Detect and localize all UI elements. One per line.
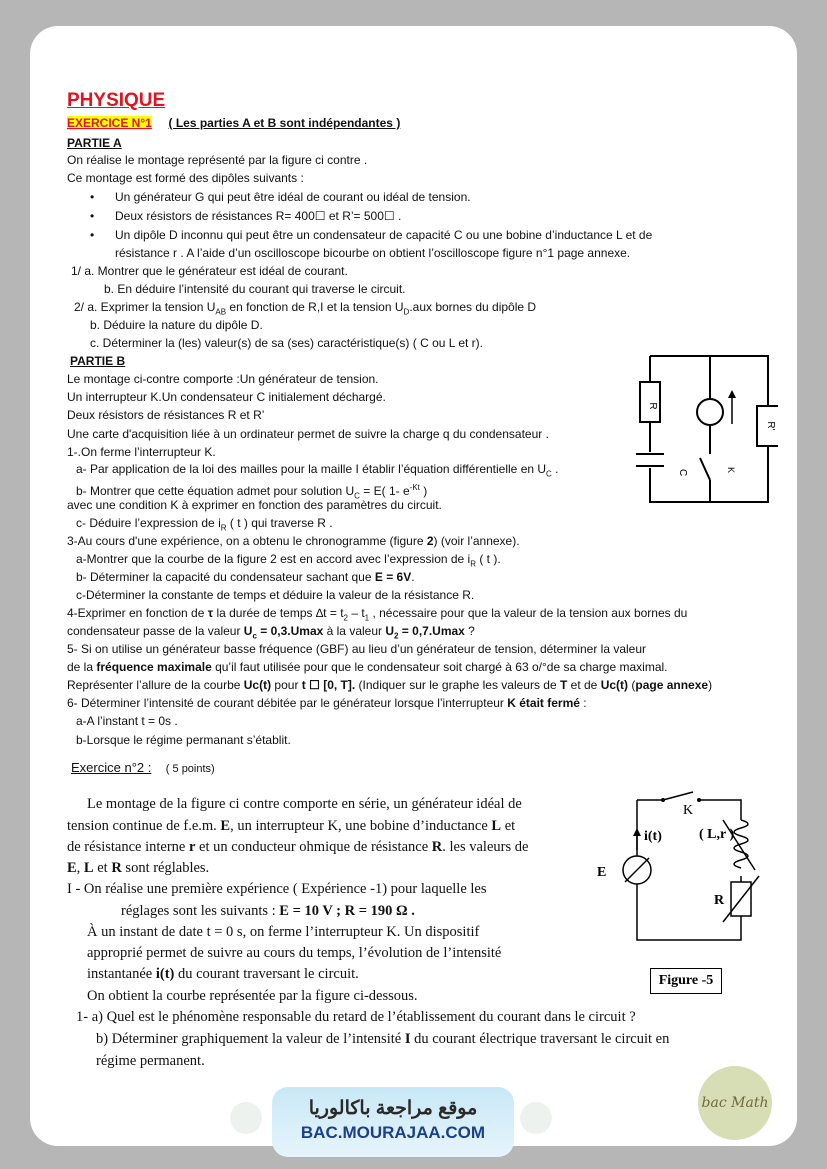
partB-line: de la fréquence maximale qu’il faut utilisée pour que le condensateur soit chargé à 63 o/°de sa charge maximal. [67,660,668,674]
partB-line: 5- Si on utilise un générateur basse fréquence (GBF) au lieu d’un générateur de tension, déterminer la valeur [67,642,647,656]
ex2-paragraph: approprié permet de suivre au cours du temps, l’évolution de l’intensité [87,945,502,961]
exercise1-heading [67,116,400,130]
partB-line: b- Déterminer la capacité du condensateur sachant que E = 6V. [76,570,415,584]
partB-line: 4-Exprimer en fonction de τ la durée de temps $\Delta t = t_2 - t_1$ , nécessaire pour que la valeur de la tension aux bornes du [67,606,688,623]
ex2-paragraph: tension continue de f.e.m. E, un interrupteur K, une bobine d’inductance L et [67,818,516,834]
partA-bullet: Deux résistors de résistances R= 400☐ et R’= 500☐ . [115,209,402,223]
label-i: i(t) [644,829,662,844]
ex2-paragraph: E, L et R sont réglables. [67,860,210,876]
partB-line: a- Par application de la loi des mailles pour la maille I établir l’équation différentielle en $U_C$ . [76,462,559,479]
logo-icon [520,1102,552,1134]
coil-icon [734,820,748,868]
question: 2/ a. Exprimer la tension $U_{AB}$ en fonction de R,I et la tension $U_D.aux$ bornes du dipôle D [74,300,537,317]
page-title: PHYSIQUE [67,90,166,111]
bacmath-logo: bac Math [698,1066,772,1140]
partB-line: c- Déduire l’expression de $i_R$ ( t ) qui traverse R . [76,516,333,533]
question: 1/ a. Montrer que le générateur est idéal de courant. [71,264,348,278]
exercise1-note: ( Les parties A et B sont indépendantes ) [168,116,401,130]
ex2-paragraph: À un instant de date t = 0 s, on ferme l’interrupteur K. Un dispositif [87,924,480,940]
partB-line: c-Déterminer la constante de temps et déduire la valeur de la résistance R. [76,588,475,602]
ex2-paragraph: réglages sont les suivants : E = 10 V ; R = 190 Ω . [121,903,415,919]
label-c: C [677,469,688,477]
ex2-question: b) Déterminer graphiquement la valeur de l’intensité I du courant électrique traversant le circuit en [96,1031,670,1047]
label-e: E [597,865,607,880]
partB-line: 3-Au cours d'une expérience, on a obtenu le chronogramme (figure 2) (voir l’annexe). [67,534,520,548]
question: c. Déterminer la (les) valeur(s) de sa (ses) caractéristique(s) ( C ou L et r). [90,336,483,350]
ex2-paragraph: On obtient la courbe représentée par la figure ci-dessous. [87,988,418,1004]
partB-line: 6- Déterminer l’intensité de courant débitée par le générateur lorsque l’interrupteur K était fermé : [67,696,587,710]
label-k: K [726,467,736,474]
partA-line: On réalise le montage représenté par la figure ci contre . [67,153,368,167]
circuit-diagram-fig5 [595,790,760,950]
ex2-paragraph: de résistance interne r et un conducteur ohmique de résistance R. les valeurs de [67,839,529,855]
partB-line: condensateur passe de la valeur $U_c = 0,3.Umax$ à la valeur $U_2 = 0,7.Umax$ ? [67,624,475,641]
partB-line: b-Lorsque le régime permanant s’établit. [76,733,291,747]
partB-line: Deux résistors de résistances R et R’ [67,408,265,422]
figure-caption: Figure -5 [650,968,722,994]
partB-line: b- Montrer que cette équation admet pour solution $U_C = E$( 1- $e^{-Kt}$ ) [76,483,428,501]
label-r: R [647,402,658,410]
partB-line: Représenter l’allure de la courbe Uc(t) pour t ☐ [0, T]. (Indiquer sur le graphe les valeurs de T et de Uc(t) (page annexe) [67,678,713,692]
partA-heading: PARTIE A [67,136,122,150]
partA-bullet: Un générateur G qui peut être idéal de courant ou idéal de tension. [115,190,471,204]
label-k: K [683,803,694,818]
exercise1-label: EXERCICE N°1 [67,116,152,130]
logo-icon [230,1102,262,1134]
partB-line: Le montage ci-contre comporte :Un générateur de tension. [67,372,379,386]
circuit-diagram-b [628,354,778,504]
question: b. Déduire la nature du dipôle D. [90,318,263,332]
partB-line: avec une condition K à exprimer en fonction des paramètres du circuit. [67,498,442,512]
partA-bullet-cont: résistance r . A l’aide d’un oscilloscope bicourbe on obtient l’oscilloscope figure n°1 page annexe. [115,246,631,260]
ex2-question: 1- a) Quel est le phénomène responsable du retard de l’établissement du courant dans le circuit ? [76,1009,636,1025]
label-lr: ( L,r ) [699,827,735,842]
bullet-icon: • [90,228,95,242]
bullet-icon: • [90,209,95,223]
exercise2-label: Exercice n°2 : [71,760,152,775]
site-banner[interactable] [272,1087,514,1157]
ex2-paragraph: I - On réalise une première expérience ( Expérience -1) pour laquelle les [67,881,487,897]
partA-line: Ce montage est formé des dipôles suivants : [67,171,304,185]
bullet-icon: • [90,190,95,204]
partA-bullet: Un dipôle D inconnu qui peut être un condensateur de capacité C ou une bobine d’inductance L et de [115,228,653,242]
label-r-prime: R' [765,421,776,431]
label-r: R [714,893,725,908]
partB-line: a-A l’instant t = 0s . [76,714,178,728]
generator-icon [697,399,723,425]
exercise2-heading [71,760,215,775]
ex2-paragraph: instantanée i(t) du courant traversant le circuit. [87,966,359,982]
exercise2-points: ( 5 points) [165,763,215,775]
partB-line: a-Montrer que la courbe de la figure 2 est en accord avec l’expression de $i_R$ ( t ). [76,552,501,569]
partB-line: Une carte d'acquisition liée à un ordinateur permet de suivre la charge q du condensateur . [67,427,549,441]
banner-arabic: موقع مراجعة باكالوريا [308,1098,478,1119]
banner-url[interactable]: BAC.MOURAJAA.COM [300,1123,486,1142]
partB-line: 1-.On ferme l’interrupteur K. [67,445,216,459]
partB-line: Un interrupteur K.Un condensateur C initialement déchargé. [67,390,386,404]
question: b. En déduire l’intensité du courant qui traverse le circuit. [104,282,406,296]
ex2-paragraph: Le montage de la figure ci contre comporte en série, un générateur idéal de [87,796,522,812]
partB-heading: PARTIE B [70,354,126,368]
ex2-question: régime permanent. [96,1053,205,1069]
